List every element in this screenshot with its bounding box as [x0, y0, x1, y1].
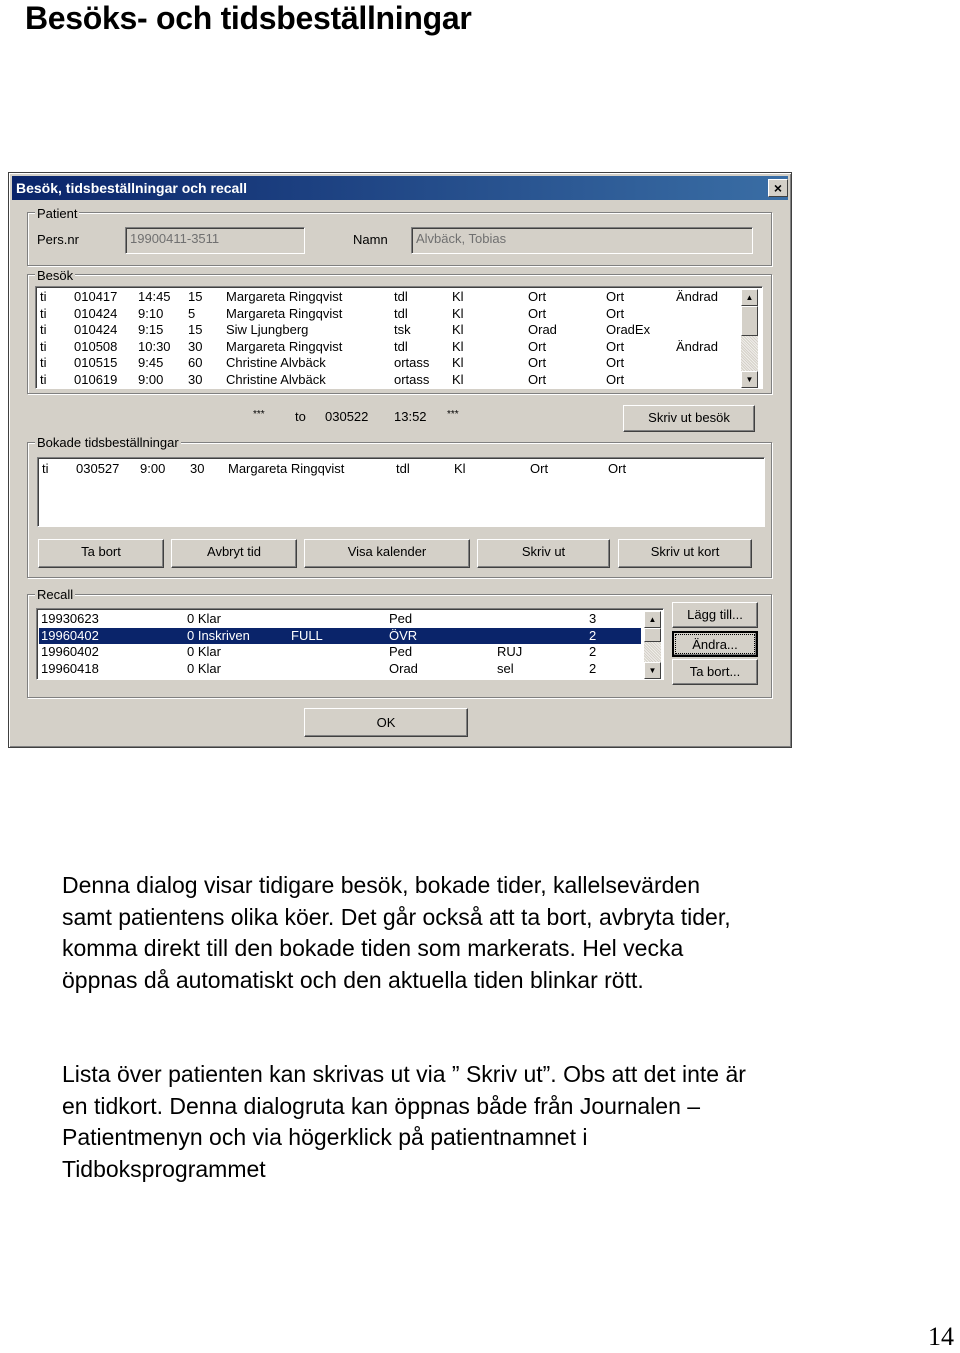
dialog-title: Besök, tidsbeställningar och recall [16, 180, 248, 196]
list-cell: Orad [528, 322, 557, 337]
print-visit-button[interactable]: Skriv ut besök [623, 405, 755, 432]
paragraph-line: Tidboksprogrammet [62, 1155, 266, 1182]
list-cell: Margareta Ringqvist [226, 289, 343, 304]
list-cell: 19960402 [41, 644, 99, 659]
recall-scrollbar[interactable] [644, 611, 661, 679]
summary-star-left: *** [253, 409, 265, 420]
list-cell: 9:10 [138, 305, 164, 321]
list-cell: Ort [608, 461, 627, 476]
scroll-up-icon[interactable]: ▲ [741, 289, 758, 306]
scroll-thumb[interactable] [741, 306, 758, 336]
list-cell: 60 [188, 355, 203, 370]
list-item[interactable] [39, 661, 641, 677]
summary-time: 13:52 [394, 409, 427, 424]
scroll-down-icon[interactable]: ▼ [741, 371, 758, 388]
bookings-legend: Bokade tidsbeställningar [37, 435, 179, 450]
list-item[interactable] [38, 322, 738, 338]
list-cell: 19960402 [41, 627, 99, 643]
list-item[interactable] [38, 339, 738, 355]
list-cell: 0 Klar [187, 660, 221, 676]
list-cell: 2 [589, 627, 597, 643]
summary-date: 030522 [325, 409, 369, 424]
add-recall-button[interactable]: Lägg till... [672, 602, 758, 628]
list-cell: 3 [589, 611, 597, 626]
patient-legend: Patient [37, 206, 78, 221]
list-cell: Ort [606, 338, 625, 354]
list-cell: ti [40, 355, 47, 370]
list-cell: 010619 [74, 371, 118, 387]
name-label: Namn [353, 232, 388, 247]
cancel-time-button[interactable]: Avbryt tid [171, 539, 297, 568]
paragraph-line: Patientmenyn och via högerklick på patientnamnet i [62, 1124, 588, 1150]
list-cell: Ort [606, 371, 625, 387]
list-cell: ti [40, 289, 47, 304]
list-cell: 9:00 [138, 371, 164, 387]
list-cell: 010417 [74, 289, 118, 304]
list-cell: FULL [291, 627, 323, 643]
recall-list[interactable] [36, 608, 664, 680]
list-cell: 010424 [74, 305, 118, 321]
list-cell: Kl [452, 355, 464, 370]
bookings-list[interactable] [37, 457, 765, 527]
list-cell: 0 Klar [187, 611, 221, 626]
dialog-titlebar[interactable] [12, 176, 788, 200]
list-cell: 30 [190, 461, 205, 476]
list-item[interactable] [38, 289, 738, 305]
list-cell: Kl [452, 338, 464, 354]
list-cell: Kl [452, 289, 464, 304]
paragraph-line: en tidkort. Denna dialogruta kan öppnas både från Journalen – [62, 1092, 701, 1119]
list-cell: Siw Ljungberg [226, 322, 309, 337]
summary-star-right: *** [447, 409, 459, 420]
list-cell: 0 Klar [187, 644, 221, 659]
list-cell: Kl [454, 461, 466, 476]
visits-list[interactable] [35, 286, 763, 389]
list-cell: 2 [589, 644, 597, 659]
list-cell: Ort [528, 289, 547, 304]
list-cell: tdl [394, 289, 408, 304]
visits-scrollbar[interactable] [741, 289, 758, 388]
print-card-button[interactable]: Skriv ut kort [618, 539, 752, 568]
list-cell: tdl [396, 461, 410, 476]
paragraph-line: öppnas då automatiskt och den aktuella tiden blinkar rött. [62, 966, 644, 993]
list-cell: Kl [452, 305, 464, 321]
list-cell: Ort [606, 305, 625, 321]
list-cell: 30 [188, 371, 203, 387]
list-cell: Kl [452, 322, 464, 337]
list-cell: 010508 [74, 338, 118, 354]
list-cell: 9:45 [138, 355, 164, 370]
list-cell: 9:00 [140, 461, 166, 476]
list-cell: ti [40, 338, 47, 354]
list-cell: ortass [394, 371, 430, 387]
list-cell: Ped [389, 644, 413, 659]
list-cell: 19930623 [41, 611, 99, 626]
list-cell: 030527 [76, 461, 120, 476]
list-cell: 0 Inskriven [187, 627, 250, 643]
list-cell: Margareta Ringqvist [226, 305, 343, 321]
list-cell: ti [40, 371, 47, 387]
list-cell: Margareta Ringqvist [228, 461, 345, 476]
list-cell: 2 [589, 660, 597, 676]
list-item[interactable] [40, 461, 760, 477]
list-cell: 19960418 [41, 660, 99, 676]
list-cell: 14:45 [138, 289, 171, 304]
list-cell: 30 [188, 338, 203, 354]
list-cell: RUJ [497, 644, 523, 659]
delete-recall-button[interactable]: Ta bort... [672, 659, 758, 685]
summary-day: to [295, 409, 306, 424]
list-item[interactable] [38, 306, 738, 322]
list-cell: sel [497, 660, 514, 676]
scroll-thumb[interactable] [644, 628, 661, 642]
edit-recall-button[interactable]: Ändra... [672, 631, 758, 657]
list-cell: tdl [394, 338, 408, 354]
persnr-field[interactable]: 19900411-3511 [125, 227, 305, 254]
list-cell: ti [42, 461, 49, 476]
list-cell: Margareta Ringqvist [226, 338, 343, 354]
list-cell: ortass [394, 355, 430, 370]
scroll-up-icon[interactable]: ▲ [644, 611, 661, 628]
paragraph-line: samt patientens olika köer. Det går också att ta bort, avbryta tider, [62, 903, 731, 930]
persnr-label: Pers.nr [37, 232, 79, 247]
list-cell: Ändrad [676, 338, 718, 354]
list-cell: 10:30 [138, 338, 171, 354]
print-button[interactable]: Skriv ut [477, 539, 610, 568]
list-cell: 010424 [74, 322, 118, 337]
list-cell: OradEx [606, 322, 651, 337]
paragraph-line: Denna dialog visar tidigare besök, bokade tider, kallelsevärden [62, 872, 701, 898]
list-cell: Ort [528, 371, 547, 387]
visits-dialog [8, 172, 792, 748]
list-cell: Ped [389, 611, 413, 626]
list-cell: tdl [394, 305, 408, 321]
list-cell: Ändrad [676, 289, 718, 304]
list-cell: 9:15 [138, 322, 164, 337]
list-cell: 15 [188, 322, 203, 337]
close-icon[interactable]: × [768, 179, 788, 197]
list-cell: Ort [606, 355, 625, 370]
list-cell: Kl [452, 371, 464, 387]
list-cell: Ort [530, 461, 549, 476]
list-cell: Orad [389, 660, 418, 676]
show-calendar-button[interactable]: Visa kalender [304, 539, 470, 568]
list-item[interactable] [39, 611, 641, 627]
paragraph-line: komma direkt till den bokade tiden som markerats. Hel vecka [62, 935, 684, 961]
delete-booking-button[interactable]: Ta bort [38, 539, 164, 568]
list-cell: ÖVR [389, 627, 418, 643]
recall-legend: Recall [37, 587, 74, 602]
ok-button[interactable]: OK [304, 708, 468, 737]
list-cell: Ort [606, 289, 625, 304]
scroll-down-icon[interactable]: ▼ [644, 662, 661, 679]
list-cell: Ort [528, 305, 547, 321]
list-cell: 15 [188, 289, 203, 304]
list-cell: ti [40, 322, 47, 337]
list-cell: 5 [188, 305, 196, 321]
list-cell: ti [40, 305, 47, 321]
list-cell: Ort [528, 338, 547, 354]
paragraph-line: Lista över patienten kan skrivas ut via ” Skriv ut”. Obs att det inte är [62, 1061, 746, 1087]
list-item[interactable] [39, 628, 641, 644]
page-number: 14 [928, 1322, 954, 1351]
list-cell: Christine Alvbäck [226, 355, 326, 370]
list-cell: Ort [528, 355, 547, 370]
list-item[interactable] [38, 355, 738, 371]
list-item[interactable] [39, 644, 641, 660]
list-cell: 010515 [74, 355, 118, 370]
paragraph-1 [62, 870, 731, 996]
list-cell: Christine Alvbäck [226, 371, 326, 387]
page-title: Besöks- och tidsbeställningar [25, 0, 472, 36]
list-item[interactable] [38, 372, 738, 388]
visits-legend: Besök [37, 268, 74, 283]
name-field[interactable]: Alvbäck, Tobias [411, 227, 753, 254]
paragraph-2 [62, 1059, 746, 1185]
list-cell: tsk [394, 322, 411, 337]
